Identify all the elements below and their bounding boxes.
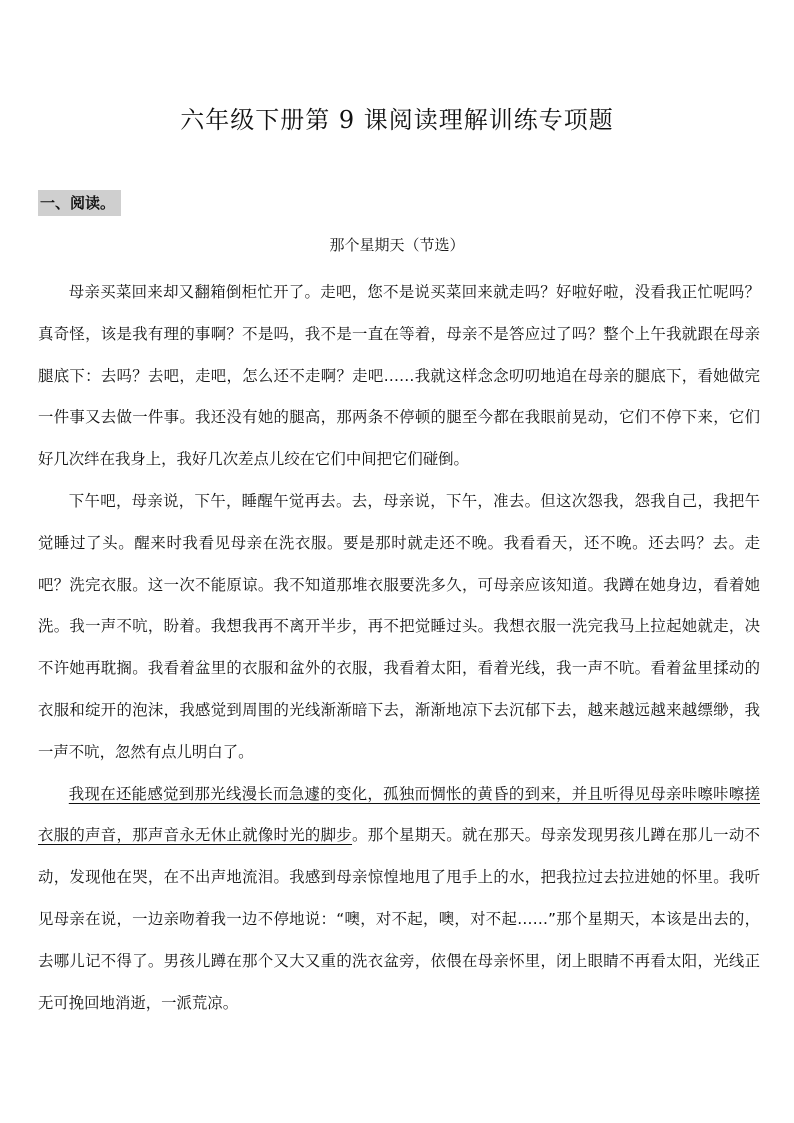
- passage-title: 那个星期天（节选）: [329, 236, 465, 254]
- paragraph-2: 下午吧，母亲说，下午，睡醒午觉再去。去，母亲说，下午，准去。但这次怨我，怨我自己，我把午觉睡过了头。醒来时我看见母亲在洗衣服。要是那时就走还不晚。我看看天，还不晚。还去吗？去。走吧？洗完衣服。这一次不能原谅。我不知道那堆衣服要洗多久，可母亲应该知道。我蹲在她身边，看着她洗。我一声不吭，盼着。我想我再不离开半步，再不把觉睡过头。我想衣服一洗完我马上拉起她就走，决不许她再耽搁。我看着盆里的衣服和盆外的衣服，我看着太阳，看着光线，我一声不吭。看着盆里揉动的衣服和绽开的泡沫，我感觉到周围的光线渐渐暗下去，渐渐地凉下去沉郁下去，越来越远越来越缥缈，我一声不吭，忽然有点儿明白了。: [38, 491, 760, 761]
- paragraph-3-rest: 。那个星期天。就在那天。母亲发现男孩儿蹲在那儿一动不动，发现他在哭，在不出声地流泪。我感到母亲惊惶地甩了甩手上的水，把我拉过去拉进她的怀里。我听见母亲在说，一边亲吻着我一边不停地说：“噢，对不起，噢，对不起……”那个星期天，本该是出去的，去哪儿记不得了。男孩儿蹲在那个又大又重的洗衣盆旁，依偎在母亲怀里，闭上眼睛不再看太阳，光线正无可挽回地消逝，一派荒凉。: [38, 826, 760, 1012]
- document-title: 六年级下册第 9 课阅读理解训练专项题: [180, 106, 614, 134]
- passage-body: [38, 272, 760, 1024]
- section-heading: 一、阅读。: [38, 190, 121, 216]
- paragraph-3: [38, 774, 760, 1025]
- paragraph-1: 母亲买菜回来却又翻箱倒柜忙开了。走吧，您不是说买菜回来就走吗？好啦好啦，没看我正忙呢吗？真奇怪，该是我有理的事啊？不是吗，我不是一直在等着，母亲不是答应过了吗？整个上午我就跟在母亲腿底下：去吗？去吧，走吧，怎么还不走啊？走吧……我就这样念念叨叨地追在母亲的腿底下，看她做完一件事又去做一件事。我还没有她的腿高，那两条不停顿的腿至今都在我眼前晃动，它们不停下来，它们好几次绊在我身上，我好几次差点儿绞在它们中间把它们碰倒。: [38, 283, 760, 469]
- underlined-sentence: 我现在还能感觉到那光线漫长而急遽的变化，孤独而惆怅的黄昏的到来，并且听得见母亲咔嚓咔嚓搓衣服的声音，那声音永无休止就像时光的脚步: [38, 784, 760, 845]
